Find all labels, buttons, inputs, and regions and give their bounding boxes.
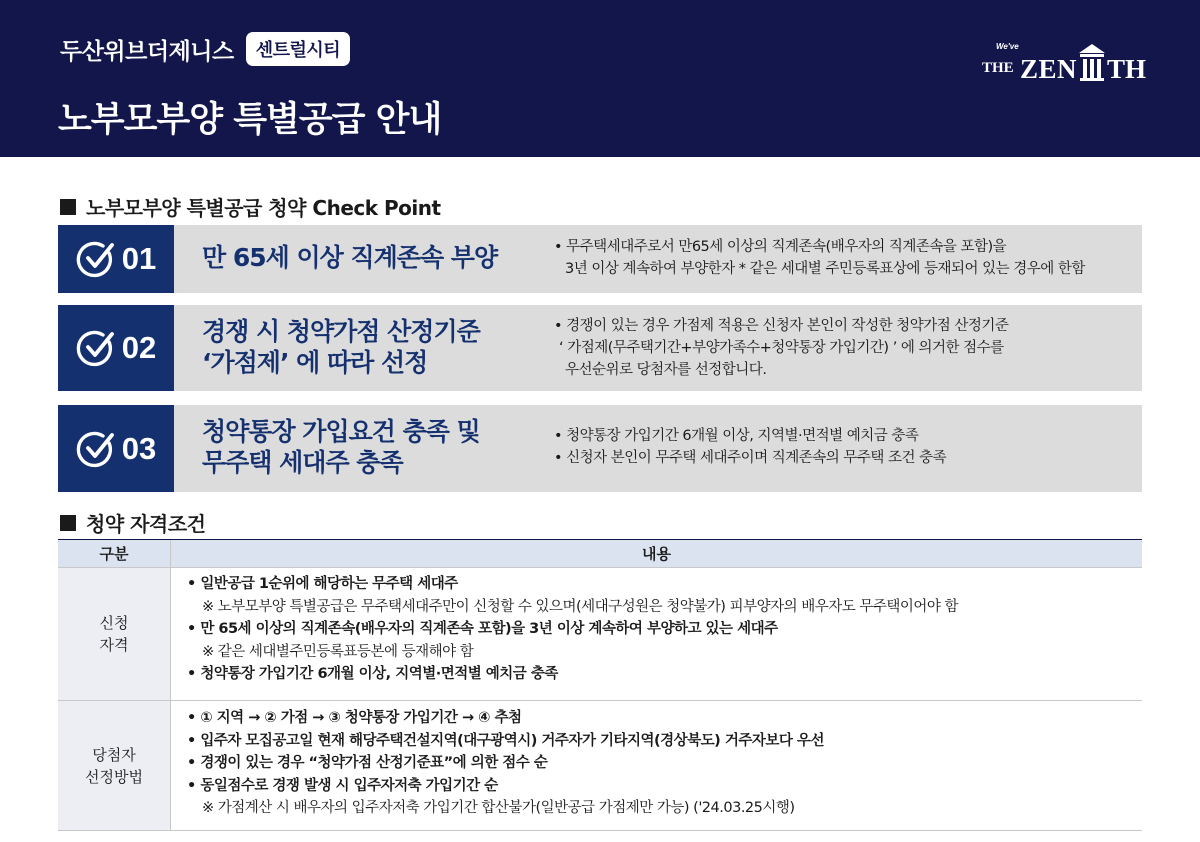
table-header bbox=[58, 539, 1142, 568]
row-content bbox=[171, 568, 1142, 700]
row-label: 신청 자격 bbox=[58, 568, 171, 700]
checkpoint-heading: 청약통장 가입요건 충족 및 무주택 세대주 충족 bbox=[202, 417, 480, 478]
page-title: 노부모부양 특별공급 안내 bbox=[58, 100, 442, 140]
checkpoint-number: 02 bbox=[121, 330, 157, 365]
column-header-category: 구분 bbox=[58, 540, 171, 567]
checkpoint-item bbox=[58, 405, 1142, 492]
eligibility-section-title: 청약 자격조건 bbox=[60, 508, 205, 537]
content-line: • 만 65세 이상의 직계존속(배우자의 직계존속 포함)을 3년 이상 계속하여 부양하고 있는 세대주 bbox=[187, 621, 778, 637]
brand-badge: 센트럴시티 bbox=[246, 32, 350, 66]
checkpoint-body bbox=[174, 305, 1142, 391]
check-circle-icon bbox=[76, 239, 116, 279]
checkpoint-heading: 만 65세 이상 직계존속 부양 bbox=[202, 243, 498, 272]
checkpoint-heading: 경쟁 시 청약가점 산정기준 ‘가점제’ 에 따라 선정 bbox=[202, 317, 480, 378]
the-zenith-logo bbox=[982, 40, 1152, 90]
checkpoint-body bbox=[174, 225, 1142, 293]
content-line: • 일반공급 1순위에 해당하는 무주택 세대주 bbox=[187, 576, 458, 592]
check-circle-icon bbox=[76, 328, 116, 368]
content-note: ※ 가점계산 시 배우자의 입주자저축 가입기간 합산불가(일반공급 가점제만 가능) ('24.03.25시행) bbox=[202, 800, 795, 816]
checkpoint-description: • 무주택세대주로서 만65세 이상의 직계존속(배우자의 직계존속을 포함)을 3년 이상 계속하여 부양한자 * 같은 세대별 주민등록표상에 등재되어 있는 경우에 한함 bbox=[554, 239, 1085, 277]
table-row bbox=[58, 701, 1142, 831]
logo-zen-text: ZEN bbox=[1020, 54, 1078, 84]
checkpoint-description: • 청약통장 가입기간 6개월 이상, 지역별·면적별 예치금 충족 • 신청자 본인이 무주택 세대주이며 직계존속의 무주택 조건 충족 bbox=[554, 428, 947, 466]
content-line: • 동일점수로 경쟁 발생 시 입주자저축 가입기간 순 bbox=[187, 777, 498, 794]
logo-th-text: TH bbox=[1107, 54, 1147, 84]
checkpoint-section-title: 노부모부양 특별공급 청약 Check Point bbox=[60, 192, 441, 221]
row-label: 당첨자 선정방법 bbox=[58, 701, 171, 830]
content-line: • 경쟁이 있는 경우 “청약가점 산정기준표”에 의한 점수 순 bbox=[187, 755, 548, 771]
table-row bbox=[58, 568, 1142, 701]
checkpoint-item bbox=[58, 305, 1142, 391]
checkpoint-number-box bbox=[58, 305, 174, 391]
content-line: • 입주자 모집공고일 현재 해당주택건설지역(대구광역시) 거주자가 기타지역(경상북도) 거주자보다 우선 bbox=[187, 732, 824, 749]
content-note: ※ 같은 세대별주민등록표등본에 등재해야 함 bbox=[202, 643, 474, 660]
checkpoint-description: • 경쟁이 있는 경우 가점제 적용은 신청자 본인이 작성한 청약가점 산정기준 ‘ 가점제(무주택기간+부양가족수+청약통장 가입기간) ’ 에 의거한 점수를 우선순위로 당첨자를 선정합니다. bbox=[554, 318, 1009, 378]
square-bullet-icon bbox=[60, 515, 76, 531]
content-line: • ① 지역 → ② 가점 → ③ 청약통장 가입기간 → ④ 추첨 bbox=[187, 710, 522, 726]
page-header bbox=[0, 0, 1200, 157]
checkpoint-number-box bbox=[58, 225, 174, 293]
column-building-icon bbox=[1078, 42, 1106, 82]
logo-the-text: THE bbox=[982, 60, 1014, 76]
checkpoint-number-box bbox=[58, 405, 174, 492]
content-line: • 청약통장 가입기간 6개월 이상, 지역별·면적별 예치금 충족 bbox=[187, 666, 558, 682]
brand-name: 두산위브더제니스 bbox=[60, 38, 234, 65]
eligibility-table bbox=[58, 539, 1142, 831]
checkpoint-number: 03 bbox=[121, 430, 157, 466]
row-content bbox=[171, 701, 1142, 830]
check-circle-icon bbox=[76, 429, 116, 469]
logo-weve-text: We've bbox=[996, 42, 1019, 51]
brand-row bbox=[60, 32, 350, 66]
checkpoint-number: 01 bbox=[121, 241, 157, 276]
column-header-content: 내용 bbox=[642, 545, 671, 563]
square-bullet-icon bbox=[60, 199, 76, 215]
checkpoint-body bbox=[174, 405, 1142, 492]
content-note: ※ 노부모부양 특별공급은 무주택세대주만이 신청할 수 있으며(세대구성원은 청약불가) 피부양자의 배우자도 무주택이어야 함 bbox=[202, 598, 959, 615]
checkpoint-item bbox=[58, 225, 1142, 293]
